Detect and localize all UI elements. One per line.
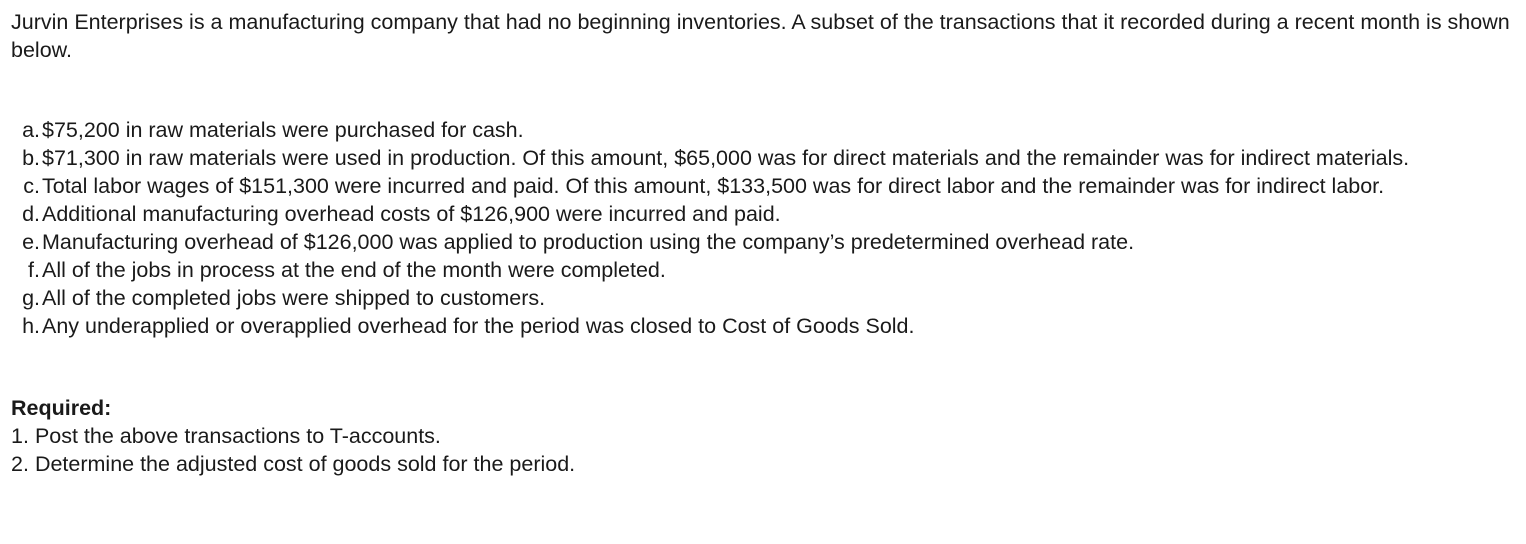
item-text: Additional manufacturing overhead costs of $126,900 were incurred and paid. xyxy=(42,202,781,226)
list-item xyxy=(11,228,1471,256)
item-letter: b. xyxy=(22,146,40,170)
list-item xyxy=(11,172,1471,200)
item-text: Post the above transactions to T-accounts. xyxy=(34,424,441,448)
list-item xyxy=(11,450,1526,478)
item-letter: f. xyxy=(28,258,40,282)
required-list xyxy=(11,422,1526,478)
required-heading: Required: xyxy=(11,396,112,420)
item-letter: g. xyxy=(22,286,40,310)
list-item xyxy=(11,200,1471,228)
required-section xyxy=(11,394,1526,478)
item-letter: c. xyxy=(23,174,40,198)
item-text: All of the jobs in process at the end of the month were completed. xyxy=(42,258,666,282)
item-number: 1. xyxy=(11,424,29,448)
list-item xyxy=(11,284,1471,312)
item-letter: h. xyxy=(22,314,40,338)
item-letter: a. xyxy=(22,118,40,142)
list-item xyxy=(11,256,1471,284)
intro-paragraph: Jurvin Enterprises is a manufacturing company that had no beginning inventories. A subset of the transactions that it recorded during a recent month is shown below. xyxy=(11,10,1510,62)
item-letter: e. xyxy=(22,230,40,254)
item-text: All of the completed jobs were shipped to customers. xyxy=(42,286,546,310)
list-item xyxy=(11,144,1471,172)
list-item xyxy=(11,422,1526,450)
list-item xyxy=(11,116,1471,144)
item-text: Determine the adjusted cost of goods sold for the period. xyxy=(34,452,576,476)
item-letter: d. xyxy=(22,202,40,226)
transaction-list xyxy=(11,116,1526,340)
item-text: Manufacturing overhead of $126,000 was applied to production using the company’s predetermined overhead rate. xyxy=(42,230,1135,254)
item-text: Any underapplied or overapplied overhead for the period was closed to Cost of Goods Sold. xyxy=(42,314,915,338)
item-text: Total labor wages of $151,300 were incurred and paid. Of this amount, $133,500 was for direct labor and the remainder was for indirect labor. xyxy=(42,174,1385,198)
item-text: $71,300 in raw materials were used in production. Of this amount, $65,000 was for direct materials and the remainder was for indirect materials. xyxy=(42,146,1410,170)
item-number: 2. xyxy=(11,452,29,476)
item-text: $75,200 in raw materials were purchased for cash. xyxy=(42,118,524,142)
list-item xyxy=(11,312,1471,340)
